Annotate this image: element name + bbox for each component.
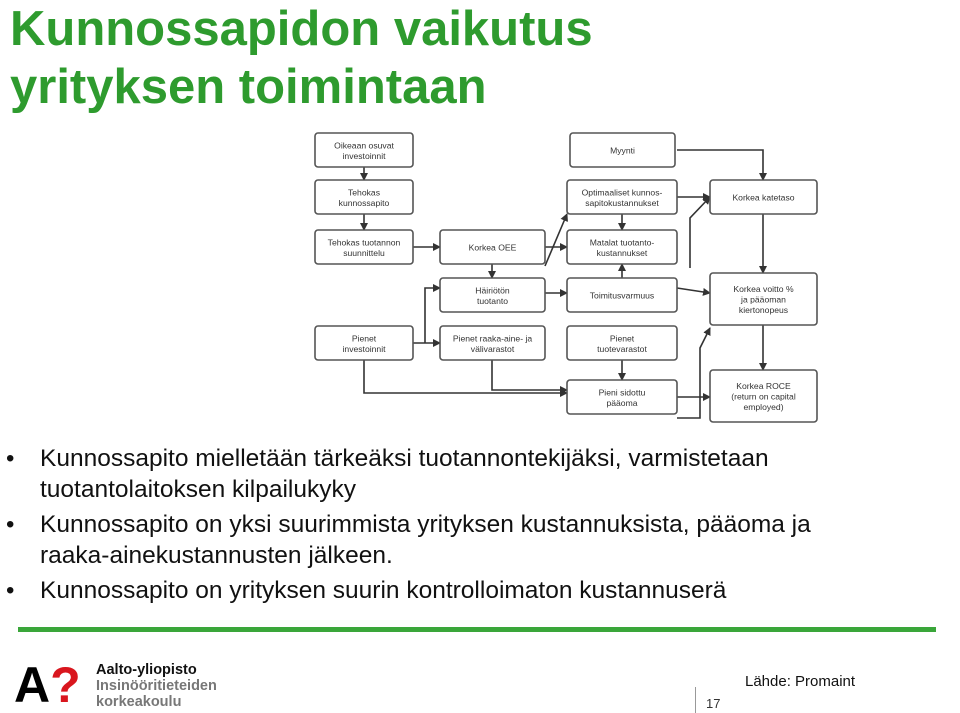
diagram-node-label: tuotevarastot [597, 343, 647, 354]
diagram-node-label: Matalat tuotanto- [589, 237, 655, 248]
bullet-item [0, 443, 960, 505]
diagram-node-tuotevarastot [567, 326, 677, 360]
green-divider [18, 627, 936, 632]
source-citation: Lähde: Promaint [745, 673, 856, 690]
diagram-node-label: Korkea OEE [468, 242, 517, 253]
diagram-node-label: tuotanto [476, 295, 509, 306]
diagram-node-tehokas [315, 180, 413, 214]
bullet-line: raaka-ainekustannusten jälkeen. [40, 542, 393, 569]
diagram-node-label: Korkea katetaso [732, 192, 795, 203]
diagram-node-label: Pienet [609, 333, 635, 344]
diagram-node-label: Tehokas tuotannon [327, 237, 401, 248]
page-number: 17 [706, 696, 721, 711]
diagram-arrow [677, 288, 710, 293]
diagram-arrows [364, 150, 763, 418]
diagram-node-label: sapitokustannukset [585, 197, 659, 208]
bullet-dot: • [6, 577, 15, 604]
diagram-node-suunnittelu [315, 230, 413, 264]
diagram-node-label: (return on capital [731, 391, 796, 402]
diagram-node-toimitus [567, 278, 677, 312]
diagram-node-label: employed) [743, 402, 784, 412]
diagram-node-label: suunnittelu [343, 247, 385, 258]
logo-text: Aalto-yliopisto Insinööritieteiden korkeakoulu [96, 662, 217, 710]
diagram-node-label: ja pääoman [741, 294, 786, 305]
diagram-node-label: kiertonopeus [738, 305, 789, 315]
diagram-node-label: Myynti [610, 145, 635, 156]
bullet-dot: • [6, 445, 15, 472]
diagram-node-voitto [710, 273, 817, 325]
diagram-node-label: Tehokas [347, 187, 381, 198]
bullet-dot: • [6, 511, 15, 538]
title-line-2: yrityksen toimintaan [10, 60, 487, 114]
bullet-line: Kunnossapito on yksi suurimmista yrityksen kustannuksista, pääoma ja [40, 511, 811, 538]
diagram-nodes [315, 133, 817, 422]
diagram-node-matalat [567, 230, 677, 264]
diagram-node-pienet-inv [315, 326, 413, 360]
diagram-node-label: Häiriötön [475, 285, 510, 296]
diagram-node-label: Toimitusvarmuus [589, 290, 655, 301]
title-line-1: Kunnossapidon vaikutus [10, 2, 593, 56]
diagram-node-label: Pieni sidottu [598, 387, 646, 398]
diagram-arrow [545, 214, 567, 266]
diagram-node-label: investoinnit [342, 343, 386, 354]
diagram-arrow [364, 360, 567, 393]
diagram-arrow [492, 360, 567, 390]
bullet-line: Kunnossapito on yrityksen suurin kontrolloimaton kustannuserä [40, 577, 727, 604]
diagram-node-myynti [570, 133, 675, 167]
diagram-node-label: pääoma [606, 397, 638, 408]
diagram-node-label: Korkea voitto % [733, 284, 794, 294]
diagram-arrow [690, 197, 710, 268]
page-number-divider [695, 687, 696, 713]
logo-mark: A? [14, 657, 81, 713]
diagram-node-oee [440, 230, 545, 264]
diagram-node-sidottu [567, 380, 677, 414]
maintenance-impact-diagram [305, 128, 820, 433]
diagram-node-label: Oikeaan osuvat [334, 140, 394, 151]
diagram-node-optimaaliset [567, 180, 677, 214]
diagram-node-label: välivarastot [470, 343, 515, 354]
bullet-line: tuotantolaitoksen kilpailukyky [40, 476, 356, 503]
diagram-node-label: Korkea ROCE [736, 381, 791, 391]
diagram-node-hairioton [440, 278, 545, 312]
bullet-list [0, 443, 960, 610]
diagram-node-label: investoinnit [342, 150, 386, 161]
diagram-node-roce [710, 370, 817, 422]
diagram-node-label: Pienet [351, 333, 377, 344]
bullet-item [0, 575, 960, 606]
diagram-node-label: Pienet raaka-aine- ja [452, 333, 533, 344]
diagram-node-label: kustannukset [596, 247, 648, 258]
diagram-node-katetaso [710, 180, 817, 214]
diagram-node-oikeaan [315, 133, 413, 167]
diagram-node-raaka [440, 326, 545, 360]
bullet-item [0, 509, 960, 571]
bullet-line: Kunnossapito mielletään tärkeäksi tuotannontekijäksi, varmistetaan [40, 445, 769, 472]
diagram-node-label: Optimaaliset kunnos- [581, 187, 663, 198]
slide-title [10, 0, 593, 116]
diagram-arrow [425, 288, 440, 343]
diagram-arrow [677, 150, 763, 180]
diagram-arrow [677, 328, 710, 418]
diagram-node-label: kunnossapito [338, 197, 390, 208]
aalto-logo [14, 657, 244, 713]
